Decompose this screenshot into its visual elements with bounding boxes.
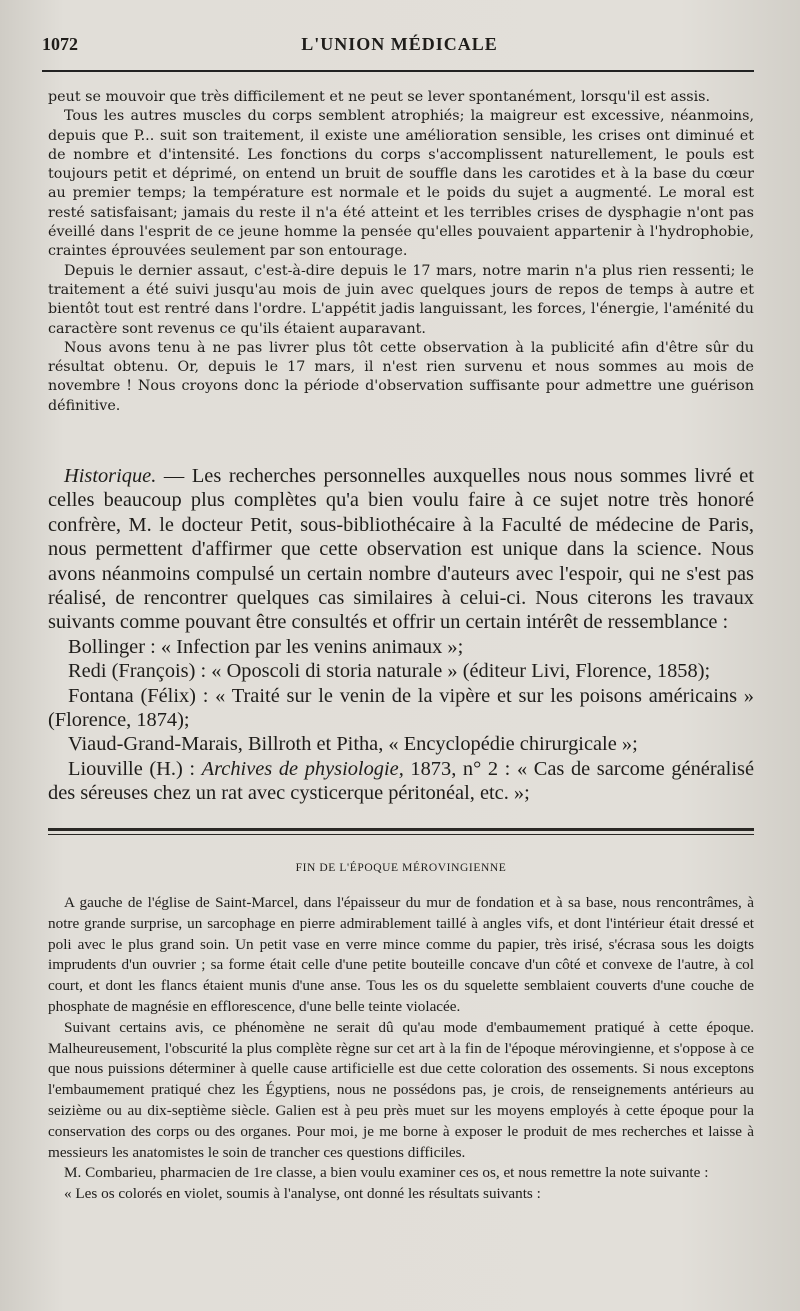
reference-item: Redi (François) : « Oposcoli di storia naturale » (éditeur Livi, Florence, 1858); bbox=[68, 660, 711, 683]
reference-author: Liouville (H.) : bbox=[68, 757, 202, 780]
reference-item: Viaud-Grand-Marais, Billroth et Pitha, « Encyclopédie chirurgicale »; bbox=[68, 733, 638, 756]
header-rule bbox=[42, 70, 754, 72]
case-report-section bbox=[48, 88, 754, 416]
paragraph bbox=[48, 464, 754, 635]
paragraph: M. Combarieu, pharmacien de 1re classe, a bien voulu examiner ces os, et nous remettre la note suivante : bbox=[64, 1164, 709, 1182]
paragraph: peut se mouvoir que très difficilement et ne peut se lever spontanément, lorsqu'il est assis. bbox=[48, 89, 711, 105]
paragraph: Suivant certains avis, ce phénomène ne serait dû qu'au mode d'embaumement pratiqué à cette époque. Malheureusement, l'obscurité la plus complète règne sur cet art à la fin de l'époque mérovingienne, et s'oppose à ce que nous puissions déterminer à quelle cause artificielle est due cette coloration des ossements. Si nous exceptons l'embaumement pratiqué chez les Égyptiens, nous ne possédons pas, je crois, de renseignements antérieurs au seizième ou au dix-septième siècle. Galien est à peu près muet sur les moyens employés à cette époque pour la conservation des corps ou des organes. Pour moi, je me borne à exposer le produit de mes recherches et laisse à messieurs les anatomistes le soin de trancher ces questions difficiles. bbox=[48, 1018, 754, 1161]
paragraph: Depuis le dernier assaut, c'est-à-dire depuis le 17 mars, notre marin n'a plus rien ressenti; le traitement a été suivi jusqu'au mois de juin avec quelques jours de repos de temps à autre et bientôt tout est rentré dans l'ordre. L'appétit jadis languissant, les forces, l'énergie, l'aménité du caractère sont revenus ce qu'ils étaient auparavant. bbox=[48, 262, 754, 337]
running-head bbox=[42, 34, 757, 62]
merovingian-section bbox=[48, 893, 754, 1205]
section-divider bbox=[48, 828, 754, 835]
paragraph: A gauche de l'église de Saint-Marcel, dans l'épaisseur du mur de fondation et à sa base, nous rencontrâmes, à notre grande surprise, un sarcophage en pierre admirablement taillé à angles vifs, et dont l'intérieur était dressé et poli avec le plus grand soin. Un petit vase en verre mince comme du papier, très irisé, s'écrasa sous les doigts imprudents d'un ouvrier ; sa forme était celle d'une petite bouteille concave d'un côté et convexe de l'autre, à col court, et dont les flancs étaient munis d'une anse. Tous les os du squelette semblaient couverts d'une couche de phosphate de magnésie en efflorescence, d'une belle teinte violacée. bbox=[48, 894, 754, 1015]
reference-item: Bollinger : « Infection par les venins animaux »; bbox=[68, 635, 464, 658]
journal-title: L'UNION MÉDICALE bbox=[301, 34, 498, 54]
reference-detail: 1873, n° 2 : « Cas de sarcome généralisé des séreuses chez un rat avec cysticerque péritonéal, etc. »; bbox=[48, 757, 754, 805]
reference-item: Fontana (Félix) : « Traité sur le venin de la vipère et sur les poisons américains » (Florence, 1874); bbox=[48, 684, 754, 732]
reference-item bbox=[48, 757, 754, 806]
historique-section bbox=[48, 464, 754, 806]
historique-text: — Les recherches personnelles auxquelles nous nous sommes livré et celles beaucoup plus complètes qu'a bien voulu faire à ce sujet notre très honoré confrère, M. le docteur Petit, sous-bibliothécaire à la Faculté de médecine de Paris, nous permettent d'affirmer que cette observation est unique dans la science. Nous avons néanmoins compulsé un certain nombre d'auteurs avec l'espoir, qui ne s'est pas réalisé, de rencontrer quelques cas similaires à celui-ci. Nous citerons les travaux suivants comme pouvant être consultés et offrir un certain intérêt de ressemblance : bbox=[48, 465, 754, 634]
historique-heading: Historique. bbox=[64, 465, 157, 487]
paragraph: « Les os colorés en violet, soumis à l'analyse, ont donné les résultats suivants : bbox=[64, 1185, 541, 1203]
paragraph: Tous les autres muscles du corps semblent atrophiés; la maigreur est excessive, néanmoins, depuis que P... suit son traitement, il existe une amélioration sensible, les crises ont diminué et de nombre et d'intensité. Les fonctions du corps s'accomplissent naturellement, le pouls est toujours petit et déprimé, on entend un bruit de souffle dans les carotides et à la base du cœur au premier temps; la température est normale et le poids du sujet a augmenté. Le moral est resté satisfaisant; jamais du reste il n'a été atteint et les terribles crises de dysphagie n'ont pas éveillé dans l'esprit de ce jeune homme la pensée qu'elles pouvaient appartenir à l'hydrophobie, craintes éprouvées seulement par son entourage. bbox=[48, 108, 754, 260]
paragraph: Nous avons tenu à ne pas livrer plus tôt cette observation à la publicité afin d'être sûr du résultat obtenu. Or, depuis le 17 mars, il n'est rien survenu et nous sommes au mois de novembre ! Nous croyons donc la période d'observation suffisante pour admettre une guérison définitive. bbox=[48, 339, 754, 414]
section-title: FIN DE L'ÉPOQUE MÉROVINGIENNE bbox=[295, 862, 507, 874]
page-number: 1072 bbox=[42, 34, 78, 54]
reference-journal: Archives de physiologie, bbox=[201, 757, 404, 780]
